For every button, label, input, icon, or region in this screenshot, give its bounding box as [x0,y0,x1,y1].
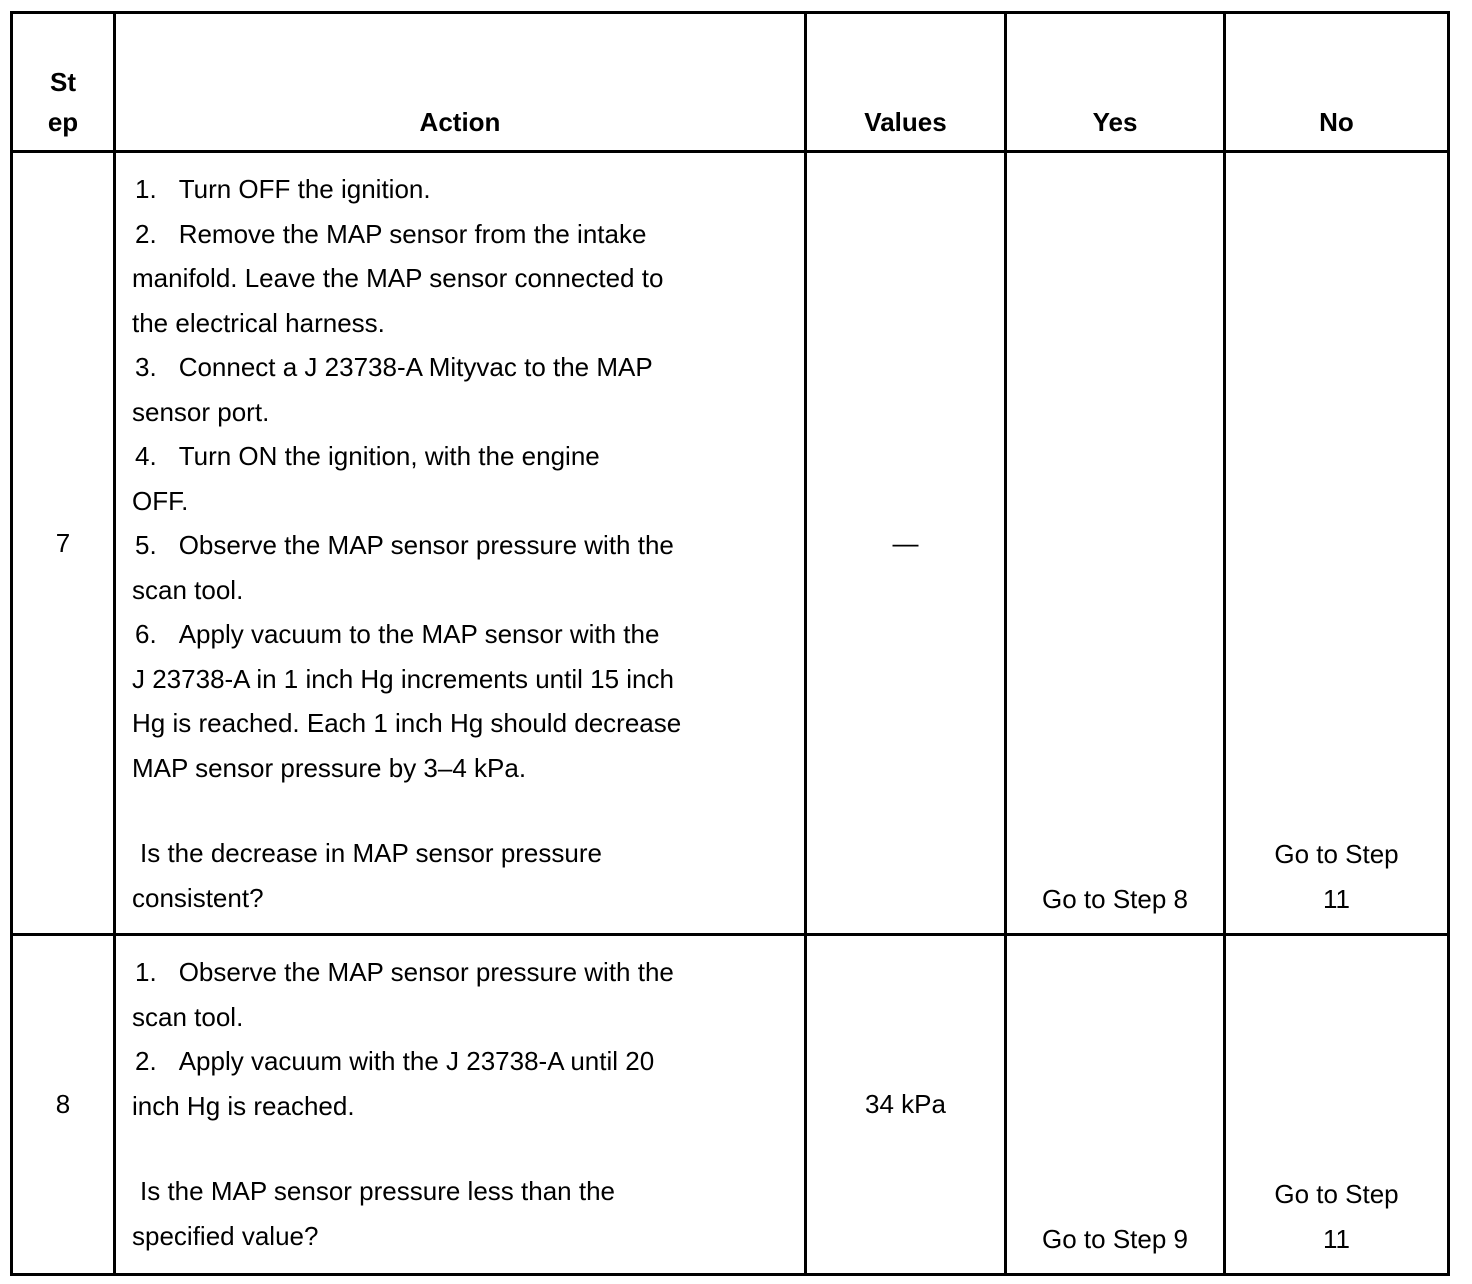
action-line-text: Observe the MAP sensor pressure with the [178,957,674,987]
action-line-text: MAP sensor pressure by 3–4 kPa. [132,752,527,783]
action-line-text: sensor port. [132,396,270,427]
action-line [132,390,796,435]
action-line-text: scan tool. [132,574,244,605]
action-line [132,479,796,524]
action-line-text: Apply vacuum with the J 23738-A until 20 [178,1046,655,1076]
action-line-text: Connect a J 23738-A Mityvac to the MAP [178,352,653,382]
action-line [132,612,796,657]
action-line [132,568,796,613]
action-list [132,167,796,790]
action-line-number: 2. [135,218,157,249]
action-line [132,345,796,390]
action-line-text: the electrical harness. [132,307,385,338]
action-line [132,657,796,702]
action-line-number: 1. [135,174,157,204]
diagnostic-table [10,11,1450,1276]
action-line-text: Apply vacuum to the MAP sensor with the [178,619,660,649]
action-line-text: inch Hg is reached. [132,1090,355,1121]
yes-cell: Go to Step 8 [1006,152,1225,935]
values-cell: — [806,152,1006,935]
question-line: Is the MAP sensor pressure less than the [140,1176,615,1206]
question-line: Is the decrease in MAP sensor pressure [140,838,602,868]
action-line-text: scan tool. [132,1001,244,1032]
header-row [12,13,1449,152]
no-cell [1225,935,1449,1275]
action-line-text: Turn OFF the ignition. [178,174,431,204]
action-line [132,950,796,995]
action-line-text: J 23738-A in 1 inch Hg increments until 15 inch [132,663,674,694]
action-line-text: Turn ON the ignition, with the engine [178,441,600,471]
action-cell [115,152,806,935]
action-line-number: 1. [135,957,157,987]
action-line [132,256,796,301]
action-question [132,831,796,920]
action-line [132,995,796,1040]
action-line [132,212,796,257]
action-line [132,701,796,746]
header-no: No [1225,13,1449,152]
action-line-text: Hg is reached. Each 1 inch Hg should decrease [132,708,682,738]
action-line [132,1039,796,1084]
question-line: consistent? [132,882,264,913]
action-cell [115,935,806,1275]
table-row [12,935,1449,1275]
action-line [132,434,796,479]
header-step-line1: St [50,67,76,97]
values-cell: 34 kPa [806,935,1006,1275]
action-line [132,1084,796,1129]
header-step-line2: ep [47,107,79,137]
step-number: 8 [12,935,115,1275]
no-cell [1225,152,1449,935]
action-line-text: OFF. [132,485,189,516]
action-line [132,167,796,212]
action-line-number: 3. [135,352,157,382]
question-line: specified value? [132,1220,319,1251]
action-line-number: 4. [135,441,157,471]
action-line [132,746,796,791]
action-line [132,301,796,346]
action-question [132,1169,796,1258]
header-values: Values [806,13,1006,152]
no-line2: 11 [1323,1223,1350,1254]
header-action: Action [115,13,806,152]
no-line1: Go to Step [1274,839,1399,869]
action-line-text: manifold. Leave the MAP sensor connected to [132,263,664,293]
header-step [12,13,115,152]
no-line2: 11 [1323,883,1350,914]
yes-cell: Go to Step 9 [1006,935,1225,1275]
action-line-number: 6. [135,619,157,649]
action-line-number: 2. [135,1046,157,1076]
action-line-number: 5. [135,530,157,560]
action-list [132,950,796,1128]
action-line [132,523,796,568]
header-yes: Yes [1006,13,1225,152]
step-number: 7 [12,152,115,935]
no-line1: Go to Step [1274,1179,1399,1209]
table-row [12,152,1449,935]
action-line-text: Observe the MAP sensor pressure with the [178,530,674,560]
action-line-text: Remove the MAP sensor from the intake [178,218,647,249]
